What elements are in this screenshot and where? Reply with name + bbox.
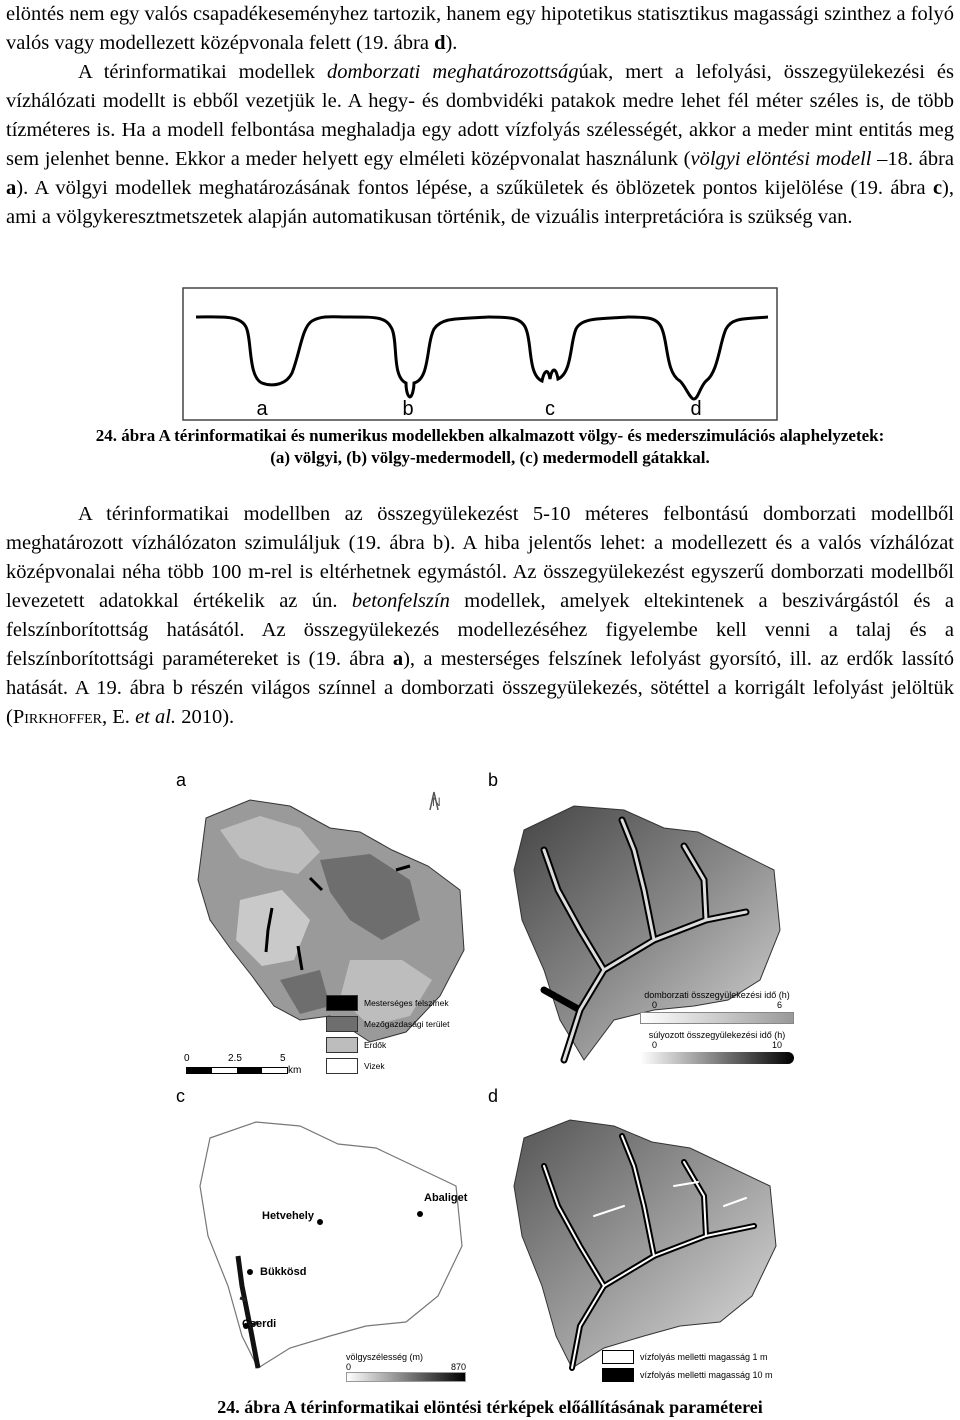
legend2-title: súlyozott összegyülekezési idő (h)	[648, 1030, 786, 1040]
legend-swatch-forest	[326, 1037, 358, 1053]
valley-width-map	[170, 1086, 470, 1386]
panel-label-a: a	[176, 770, 187, 790]
flood-height-map	[484, 1086, 794, 1386]
scale-tick-0: 0	[184, 1053, 190, 1064]
legend-swatch-artificial	[326, 995, 358, 1011]
flood-legend-10m: vízfolyás melletti magasság 10 m	[640, 1370, 773, 1380]
scale-tick-2-5: 2.5	[228, 1053, 242, 1064]
concentration-legend	[640, 990, 794, 1064]
figure-caption-2: 24. ábra A térinformatikai elöntési térképek előállításának paraméterei	[217, 1397, 763, 1417]
valley-width-ramp	[346, 1372, 466, 1382]
intro-text-block	[6, 0, 954, 232]
legend-swatch-agriculture	[326, 1016, 358, 1032]
valley-width-title: völgyszélesség (m)	[346, 1352, 424, 1362]
paragraph-1: elöntés nem egy valós csapadékeseményhez tartozik, hanem egy hipotetikus statisztikus magassági szinthez a folyó valós vagy modellezett középvonala felett (19. ábra d).	[6, 3, 954, 54]
legend-swatch-water	[326, 1058, 358, 1074]
legend-item-water: Vizek	[364, 1060, 385, 1071]
scale-unit: km	[288, 1065, 302, 1076]
body-text-block	[6, 500, 954, 732]
panel-label-d: d	[488, 1086, 499, 1106]
town-cserdi: Cserdi	[242, 1318, 277, 1330]
legend2-min: 0	[652, 1040, 658, 1050]
valley-width-legend	[346, 1352, 466, 1382]
paragraph-3: A térinformatikai modellben az összegyülekezést 5-10 méteres felbontású domborzati modellből meghatározott vízhálózaton szimuláljuk (19. ábra b). A hiba jelentős lehet: a modellezett és a valós vízhálózat középvonalai néha több 100 m-rel is eltérhetnek egymástól. Az összegyülekezést egyszerű domborzati modellből levezetett adatokkal értékelik az ún. betonfelszín modellek, amelyek eltekintenek a beszivárgástól és a felszínborítottság hatásától. Az összegyülekezés modellezéséhez figyelembe kell venni a talaj és a felszínborítottsági paramétereket is (19. ábra a), a mesterséges felszínek lefolyást gyorsító, ill. az erdők lassító hatását. A 19. ábra b részén világos színnel a domborzati összegyülekezés, sötéttel a korrigált lefolyást jelöltük (Pirkhoffer, E. et al. 2010).	[6, 503, 955, 728]
paragraph-2: A térinformatikai modellek domborzati meghatározottságúak, mert a lefolyási, összegyülekezési és vízhálózati modellt is ebből vezetjük le. A hegy- és dombvidéki patakok medre lehet fél méter széles is, de több tízméteres is. Ha a modell felbontása meghaladja egy adott vízfolyás szélességét, akkor a meder mint entitás meg sem jelenhet benne. Ekkor a meder helyett egy elméleti középvonalat használunk (völgyi elöntési modell –18. ábra a). A völgyi modellek meghatározásának fontos lépése, a szűkületek és öblözetek pontos kijelölése (19. ábra c), ami a völgykeresztmetszetek alapján automatikusan történik, de vizuális interpretációra is szükség van.	[6, 61, 955, 228]
flood-swatch-10m	[602, 1368, 634, 1382]
map-panel-b	[484, 770, 794, 1080]
flood-legend	[602, 1348, 773, 1384]
panel-label-b: b	[488, 770, 499, 790]
profile-label-a: a	[256, 398, 268, 420]
town-bukkosd: Bükkösd	[260, 1266, 307, 1278]
panel-label-c: c	[176, 1086, 185, 1106]
valley-width-min: 0	[346, 1362, 352, 1372]
legend2-ramp	[640, 1052, 794, 1064]
legend-item-artificial: Mesterséges felszínek	[364, 997, 449, 1008]
legend2-max: 10	[771, 1040, 782, 1050]
legend1-ramp	[640, 1012, 794, 1024]
north-arrow-label: N	[432, 795, 441, 809]
map-panel-a	[170, 770, 470, 1080]
flood-legend-1m: vízfolyás melletti magasság 1 m	[640, 1352, 768, 1362]
figure-caption-1: 24. ábra A térinformatikai és numerikus modellekben alkalmazott völgy- és mederszimulációs alaphelyzetek: (a) völgyi, (b) völgy-medermodell, (c) medermodell gátakkal.	[95, 426, 885, 467]
legend-item-forest: Erdők	[364, 1039, 387, 1050]
land-cover-legend	[326, 992, 450, 1076]
profile-label-c: c	[545, 398, 555, 420]
legend1-min: 0	[652, 1000, 658, 1010]
legend1-title: domborzati összegyülekezési idő (h)	[644, 990, 790, 1000]
map-panel-d	[484, 1086, 794, 1386]
valley-profiles-figure	[182, 287, 778, 421]
flood-swatch-1m	[602, 1350, 634, 1364]
legend-item-agriculture: Mezőgazdasági terület	[364, 1018, 450, 1029]
valley-width-max: 870	[450, 1362, 466, 1372]
map-panel-c	[170, 1086, 470, 1386]
town-hetvehely: Hetvehely	[262, 1210, 314, 1222]
profile-label-d: d	[690, 398, 702, 420]
profile-label-b: b	[402, 398, 414, 420]
town-abaliget: Abaliget	[424, 1192, 468, 1204]
scale-tick-5: 5	[280, 1053, 286, 1064]
legend1-max: 6	[776, 1000, 782, 1010]
